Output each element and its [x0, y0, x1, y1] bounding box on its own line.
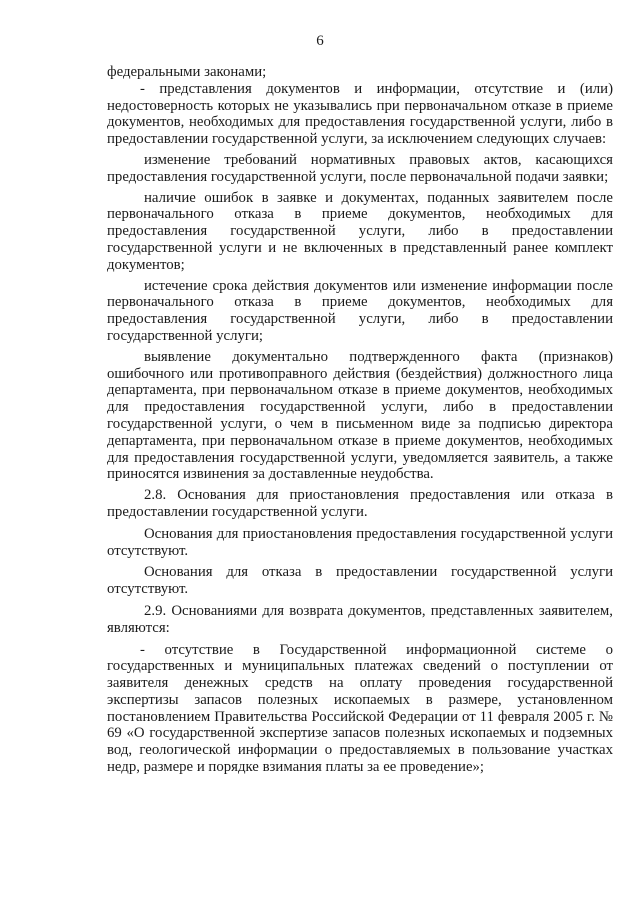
paragraph-refusal-grounds: Основания для отказа в предоставлении государственной услуги отсутствуют. — [107, 564, 613, 598]
paragraph-section-2-8: 2.8. Основания для приостановления предоставления или отказа в предоставлении государственной услуги. — [107, 487, 613, 520]
paragraph-exception-3: истечение срока действия документов или изменение информации после первоначального отказа в приеме документов, необходимых для предоставления государственной услуги, либо в предоставлении государственной услуги; — [107, 277, 613, 344]
document-body — [107, 64, 613, 776]
paragraph-section-2-9: 2.9. Основаниями для возврата документов, представленных заявителем, являются: — [107, 602, 613, 636]
paragraph-return-ground-1: - отсутствие в Государственной информационной системе о государственных и муниципальных платежах сведений о поступлении от заявителя денежных средств на оплату проведения государственной экспертизы запасов полезных ископаемых в размере, установленном постановлением Правительства Российской Федерации от 11 февраля 2005 г. № 69 «О государственной экспертизе запасов полезных ископаемых и подземных вод, геологической информации о предоставляемых в пользование участках недр, размере и порядке взимания платы за ее проведение»; — [107, 641, 613, 776]
page-number: 6 — [316, 33, 324, 49]
paragraph-suspension-grounds: Основания для приостановления предоставления государственной услуги отсутствуют. — [107, 525, 613, 559]
paragraph-representation-item: - представления документов и информации, отсутствие и (или) недостоверность которых не указывались при первоначальном отказе в приеме документов, необходимых для предоставления государственной услуги, либо в предоставлении государственной услуги, за исключением следующих случаев: — [107, 80, 613, 148]
paragraph-continuation: федеральными законами; — [107, 64, 267, 80]
paragraph-exception-1: изменение требований нормативных правовых актов, касающихся предоставления государственной услуги, после первоначальной подачи заявки; — [107, 151, 613, 185]
paragraph-exception-4: выявление документально подтвержденного факта (признаков) ошибочного или противоправного действия (бездействия) должностного лица департамента, при первоначальном отказе в приеме документов, необходимых для предоставления государственной услуги, либо в предоставлении государственной услуги, о чем в письменном виде за подписью директора департамента, при первоначальном отказе в приеме документов, необходимых для предоставления государственной услуги, уведомляется заявитель, а также приносятся извинения за доставленные неудобства. — [107, 348, 613, 483]
paragraph-exception-2: наличие ошибок в заявке и документах, поданных заявителем после первоначального отказа в приеме документов, необходимых для предоставления государственной услуги, либо в предоставлении государственной услуги и не включенных в представленный ранее комплект документов; — [107, 189, 613, 273]
